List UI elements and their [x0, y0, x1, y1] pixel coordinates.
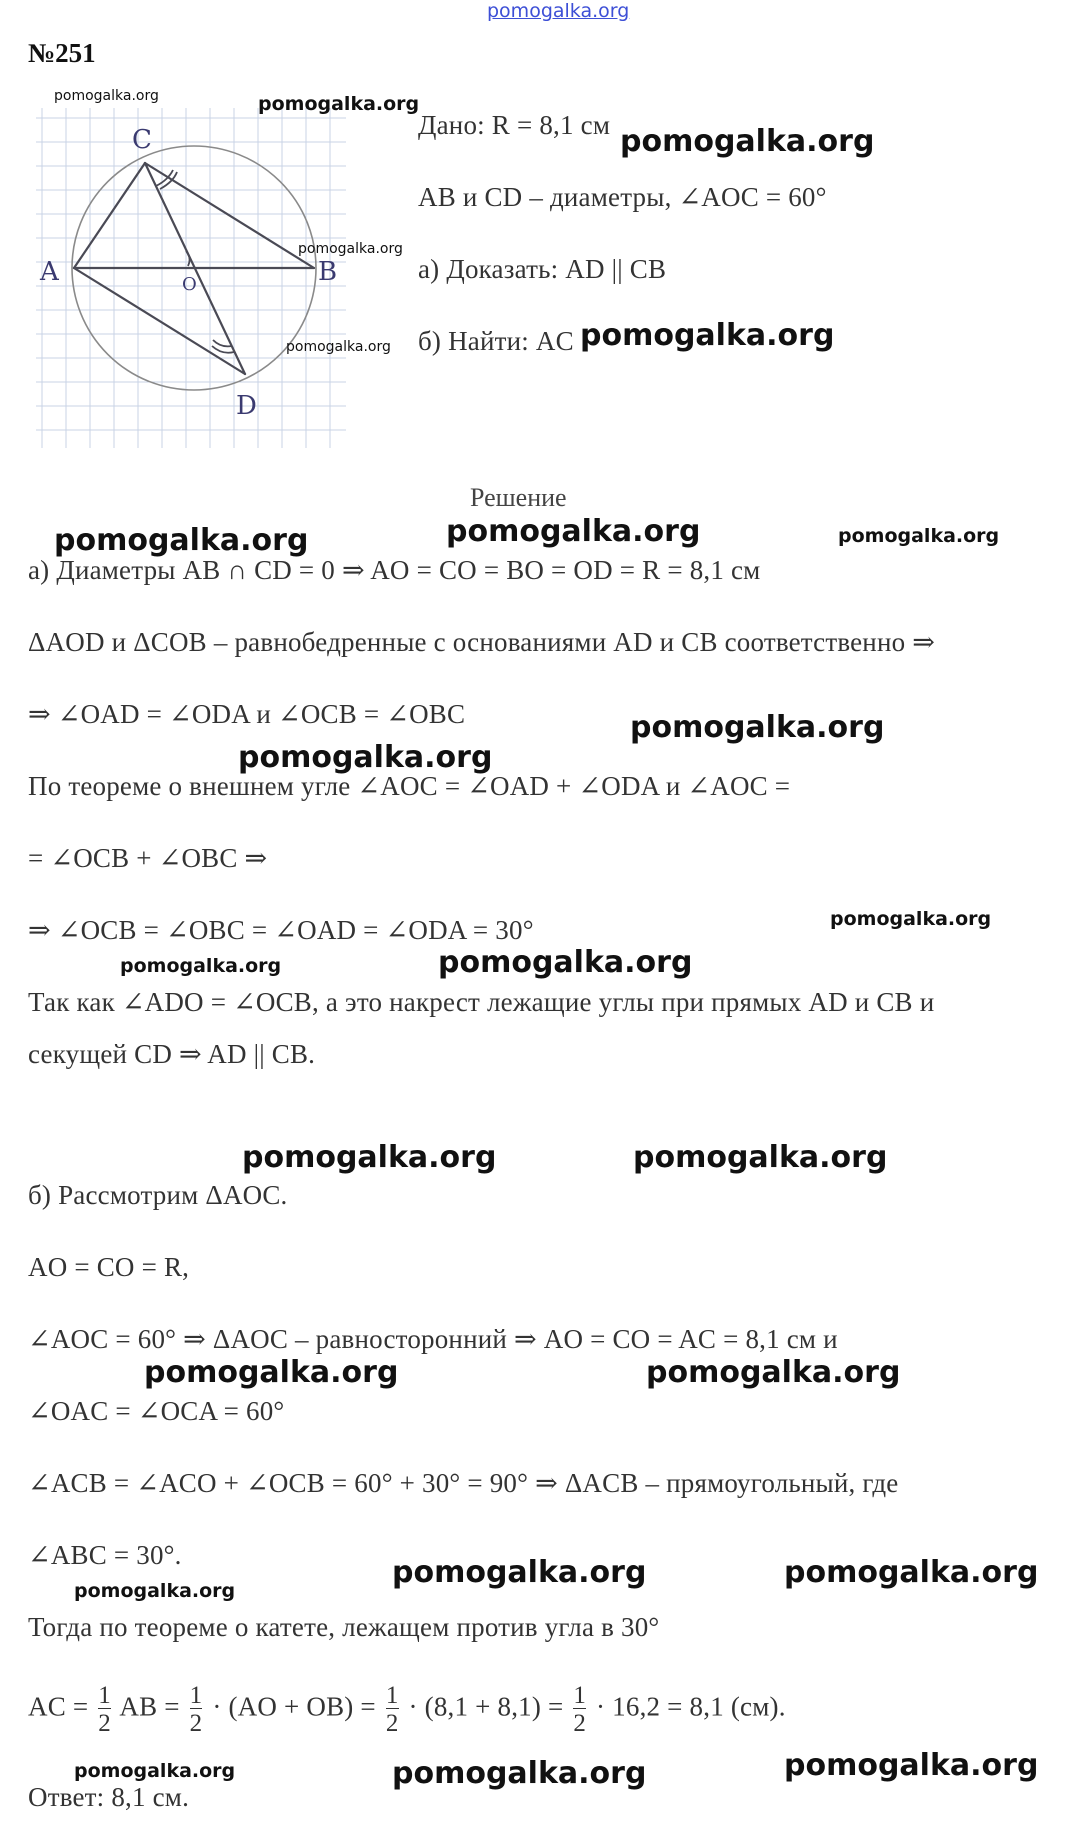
watermark: pomogalka.org — [784, 1748, 1039, 1783]
label-O: O — [182, 274, 197, 295]
solution-line-5: = ∠OCB + ∠OBC ⇒ — [28, 843, 268, 873]
solution-line-3: ⇒ ∠OAD = ∠ODA и ∠OCB = ∠OBC — [28, 699, 466, 729]
watermark: pomogalka.org — [633, 1140, 888, 1175]
final-formula — [28, 1683, 786, 1736]
problem-number: №251 — [28, 38, 96, 68]
watermark: pomogalka.org — [54, 88, 159, 104]
solution-line-9: б) Рассмотрим ΔAOC. — [28, 1180, 288, 1210]
watermark: pomogalka.org — [258, 93, 420, 115]
watermark: pomogalka.org — [144, 1355, 399, 1390]
given-line-2: AB и CD – диаметры, ∠AOC = 60° — [418, 182, 827, 212]
answer: Ответ: 8,1 см. — [28, 1782, 190, 1812]
watermark: pomogalka.org — [120, 955, 282, 977]
solution-line-15: Тогда по теореме о катете, лежащем против угла в 30° — [28, 1612, 660, 1642]
watermark: pomogalka.org — [392, 1756, 647, 1791]
solution-line-8: секущей CD ⇒ AD || CB. — [28, 1039, 316, 1069]
formula-part-4: · (8,1 + 8,1) = — [408, 1691, 564, 1722]
watermark: pomogalka.org — [838, 525, 1000, 547]
formula-part-5: · 16,2 = 8,1 (см). — [596, 1691, 786, 1722]
solution-line-6: ⇒ ∠OCB = ∠OBC = ∠OAD = ∠ODA = 30° — [28, 915, 534, 945]
solution-line-12: ∠OAC = ∠OCA = 60° — [28, 1396, 285, 1426]
geometry-figure — [36, 108, 356, 453]
watermark: pomogalka.org — [630, 710, 885, 745]
label-D: D — [236, 391, 257, 421]
fraction-half-1: $\frac{1}{2}$ — [98, 1682, 111, 1737]
formula-part-1: AC = — [28, 1691, 89, 1722]
label-A: A — [40, 257, 59, 287]
solution-line-2: ΔAOD и ΔCOB – равнобедренные с основаниями AD и CB соответственно ⇒ — [28, 627, 936, 657]
fraction-half-3: $\frac{1}{2}$ — [385, 1682, 399, 1737]
solution-line-14: ∠ABC = 30°. — [28, 1540, 182, 1570]
solution-line-11: ∠AOC = 60° ⇒ ΔAOC – равносторонний ⇒ AO = CO = AC = 8,1 см и — [28, 1324, 838, 1354]
given-line-4: б) Найти: AC — [418, 326, 574, 356]
watermark: pomogalka.org — [580, 318, 835, 353]
watermark: pomogalka.org — [620, 124, 875, 159]
solution-line-1: а) Диаметры AB ∩ CD = 0 ⇒ AO = CO = BO = OD = R = 8,1 см — [28, 555, 761, 585]
watermark: pomogalka.org — [238, 740, 493, 775]
watermark: pomogalka.org — [646, 1355, 901, 1390]
solution-line-4: По теореме о внешнем угле ∠AOC = ∠OAD + ∠ODA и ∠AOC = — [28, 771, 791, 801]
watermark: pomogalka.org — [242, 1140, 497, 1175]
solution-line-10: AO = CO = R, — [28, 1252, 190, 1282]
solution-heading: Решение — [470, 483, 567, 512]
watermark: pomogalka.org — [392, 1555, 647, 1590]
given-line-3: а) Доказать: AD || CB — [418, 254, 667, 284]
watermark: pomogalka.org — [286, 339, 391, 355]
given-line-1: Дано: R = 8,1 см — [418, 110, 611, 140]
watermark: pomogalka.org — [74, 1580, 236, 1602]
segments — [74, 163, 314, 374]
watermark: pomogalka.org — [298, 241, 403, 257]
watermark: pomogalka.org — [446, 514, 701, 549]
solution-line-7: Так как ∠ADO = ∠OCB, а это накрест лежащие углы при прямых AD и CB и — [28, 987, 935, 1017]
formula-part-2: AB = — [119, 1691, 180, 1722]
watermark: pomogalka.org — [438, 945, 693, 980]
site-link[interactable]: pomogalka.org — [487, 0, 630, 22]
watermark: pomogalka.org — [74, 1760, 236, 1782]
formula-part-3: · (AO + OB) = — [212, 1691, 376, 1722]
fraction-half-2: $\frac{1}{2}$ — [189, 1682, 203, 1737]
label-C: C — [132, 125, 152, 155]
watermark: pomogalka.org — [54, 523, 309, 558]
fraction-half-4: $\frac{1}{2}$ — [573, 1682, 587, 1737]
watermark: pomogalka.org — [830, 908, 992, 930]
watermark: pomogalka.org — [784, 1555, 1039, 1590]
label-B: B — [318, 257, 338, 287]
solution-line-13: ∠ACB = ∠ACO + ∠OCB = 60° + 30° = 90° ⇒ ΔACB – прямоугольный, где — [28, 1468, 899, 1498]
